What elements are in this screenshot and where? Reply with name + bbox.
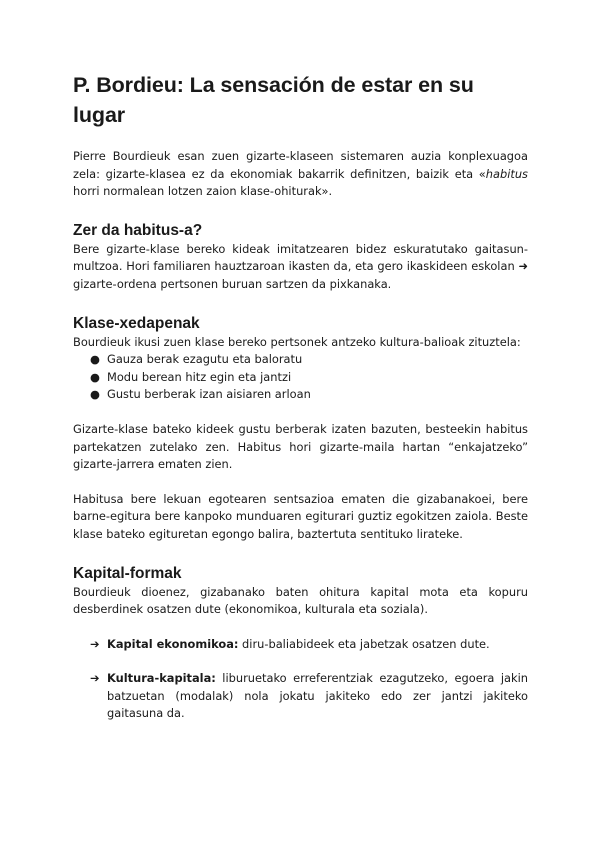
list-item — [90, 386, 528, 404]
section-heading-habitus: Zer da habitus-a? — [73, 221, 203, 239]
kapital-item-ekonomikoa — [73, 636, 528, 654]
kapital-item-kultura — [73, 670, 528, 723]
klase-paragraph-1: Gizarte-klase bateko kideek gustu berberak izaten bazuten, besteekin habitus partekatzen zutelako zen. Habitus hori gizarte-maila hartan “enkajatzeko” gizarte-jarrera ematen zien. — [73, 421, 528, 472]
section-heading-klase: Klase-xedapenak — [73, 314, 200, 332]
intro-paragraph — [73, 148, 528, 201]
kapital-item-text — [107, 636, 528, 654]
kapital-item-text — [107, 670, 528, 723]
bullet-icon: ● — [90, 369, 100, 384]
bullet-icon: ● — [90, 352, 100, 367]
kapital-item-desc: diru-baliabideek eta jabetzak osatzen dute. — [238, 636, 490, 651]
intro-text: Pierre Bourdieuk esan zuen gizarte-klaseen sistemaren auzia konplexuagoa zela: gizarte-klasea ez da ekonomiak bakarrik definitzen, baizik eta « — [73, 149, 528, 181]
intro-text-end: horri normalean lotzen zaion klase-ohiturak». — [73, 184, 333, 199]
habitus-text: Bere gizarte-klase bereko kideak imitatzearen bidez eskuratutako gaitasun-multzoa. Hori familiaren hauztzaroan ikasten da, eta gero ikaskideen eskolan — [73, 241, 528, 274]
section-kapital — [73, 564, 528, 724]
document-page — [73, 70, 528, 723]
section-habitus — [73, 221, 528, 294]
section-klase — [73, 314, 528, 544]
habitus-paragraph — [73, 241, 528, 294]
kapital-item-term: Kapital ekonomikoa: — [107, 636, 239, 651]
intro-italic-term: habitus — [485, 166, 528, 181]
klase-intro: Bourdieuk ikusi zuen klase bereko pertsonek antzeko kultura-balioak zituztela: — [73, 334, 521, 349]
page-title: P. Bordieu: La sensación de estar en su lugar — [73, 73, 474, 127]
bullet-icon: ● — [90, 387, 100, 402]
klase-bullet-list — [73, 351, 528, 404]
list-item-text: Modu berean hitz egin eta jantzi — [107, 369, 292, 384]
list-item — [90, 351, 528, 369]
list-item-text: Gustu berberak izan aisiaren arloan — [107, 387, 311, 402]
kapital-intro: Bourdieuk dioenez, gizabanako baten ohitura kapital mota eta kopuru desberdinek osatzen dute (ekonomikoa, kulturala eta soziala). — [73, 584, 528, 617]
klase-paragraph-2: Habitusa bere lekuan egotearen sentsazioa ematen die gizabanakoei, bere barne-egitura bere kanpoko munduaren egiturari guztiz egokitzen zaiola. Beste klase bateko egituretan egongo balira, baztertuta sentituko lirateke. — [73, 491, 528, 541]
list-item — [90, 369, 528, 387]
list-item-text: Gauza berak ezagutu eta baloratu — [107, 352, 303, 367]
right-arrow-icon: ➔ — [90, 636, 100, 651]
right-arrow-icon: ➔ — [90, 671, 100, 686]
habitus-text-end: gizarte-ordena pertsonen buruan sartzen da pixkanaka. — [73, 276, 392, 291]
right-arrow-icon: ➜ — [518, 259, 528, 274]
kapital-item-desc: liburuetako erreferentziak ezagutzeko, egoera jakin batzuetan (modalak) nola jokatu jakiteko edo zer jantzi jakiteko gaitasuna da. — [107, 671, 528, 721]
section-heading-kapital: Kapital-formak — [73, 564, 182, 582]
kapital-item-term: Kultura-kapitala: — [107, 671, 216, 686]
